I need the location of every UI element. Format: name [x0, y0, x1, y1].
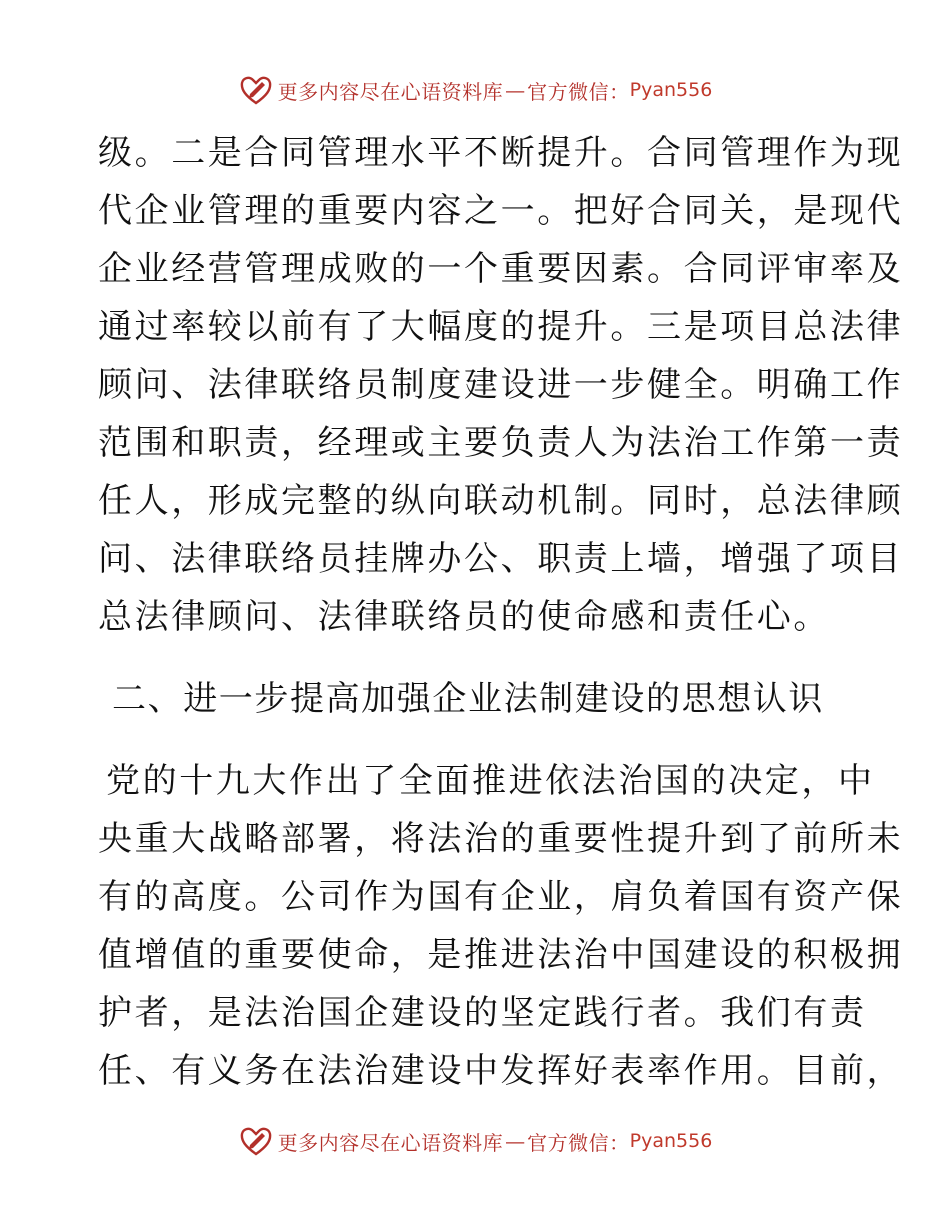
footer-banner: [0, 1121, 950, 1161]
text-line: 范围和职责，经理或主要负责人为法治工作第一责: [98, 423, 904, 463]
text-line: 级。二是合同管理水平不断提升。合同管理作为现: [98, 133, 904, 173]
banner-wechat-label: 官方微信：: [527, 1130, 630, 1155]
paragraph-1: [98, 124, 904, 646]
text-line: 任人，形成完整的纵向联动机制。同时，总法律顾: [98, 481, 904, 521]
header-banner: [0, 70, 950, 110]
text-line: 总法律顾问、法律联络员的使命感和责任心。: [98, 597, 830, 637]
banner-wechat-label: 官方微信：: [527, 79, 630, 104]
banner-separator: —: [505, 78, 526, 102]
banner-separator: —: [505, 1129, 526, 1153]
heart-pen-logo-icon: [238, 72, 274, 108]
section-heading: 二、进一步提高加强企业法制建设的思想认识: [112, 679, 824, 719]
paragraph-2: [98, 752, 904, 1100]
banner-wechat-id: Pyan556: [629, 1130, 713, 1152]
banner-wechat-id: Pyan556: [629, 79, 713, 101]
text-line: 值增值的重要使命，是推进法治中国建设的积极拥: [98, 935, 904, 975]
text-line: 代企业管理的重要内容之一。把好合同关，是现代: [98, 191, 904, 231]
text-line: 企业经营管理成败的一个重要因素。合同评审率及: [98, 249, 904, 289]
text-line: 有的高度。公司作为国有企业，肩负着国有资产保: [98, 877, 904, 917]
document-body: [98, 124, 904, 1100]
text-line: 问、法律联络员挂牌办公、职责上墙，增强了项目: [98, 539, 904, 579]
banner-text: 更多内容尽在心语资料库: [277, 79, 504, 104]
text-line: 党的十九大作出了全面推进依法治国的决定，中: [106, 761, 875, 801]
text-line: 央重大战略部署，将法治的重要性提升到了前所未: [98, 819, 904, 859]
text-line: 任、有义务在法治建设中发挥好表率作用。目前，: [98, 1051, 904, 1091]
text-line: 通过率较以前有了大幅度的提升。三是项目总法律: [98, 307, 904, 347]
heart-pen-logo-icon: [238, 1123, 274, 1159]
text-line: 护者，是法治国企建设的坚定践行者。我们有责: [98, 993, 867, 1033]
banner-text: 更多内容尽在心语资料库: [277, 1130, 504, 1155]
text-line: 顾问、法律联络员制度建设进一步健全。明确工作: [98, 365, 904, 405]
